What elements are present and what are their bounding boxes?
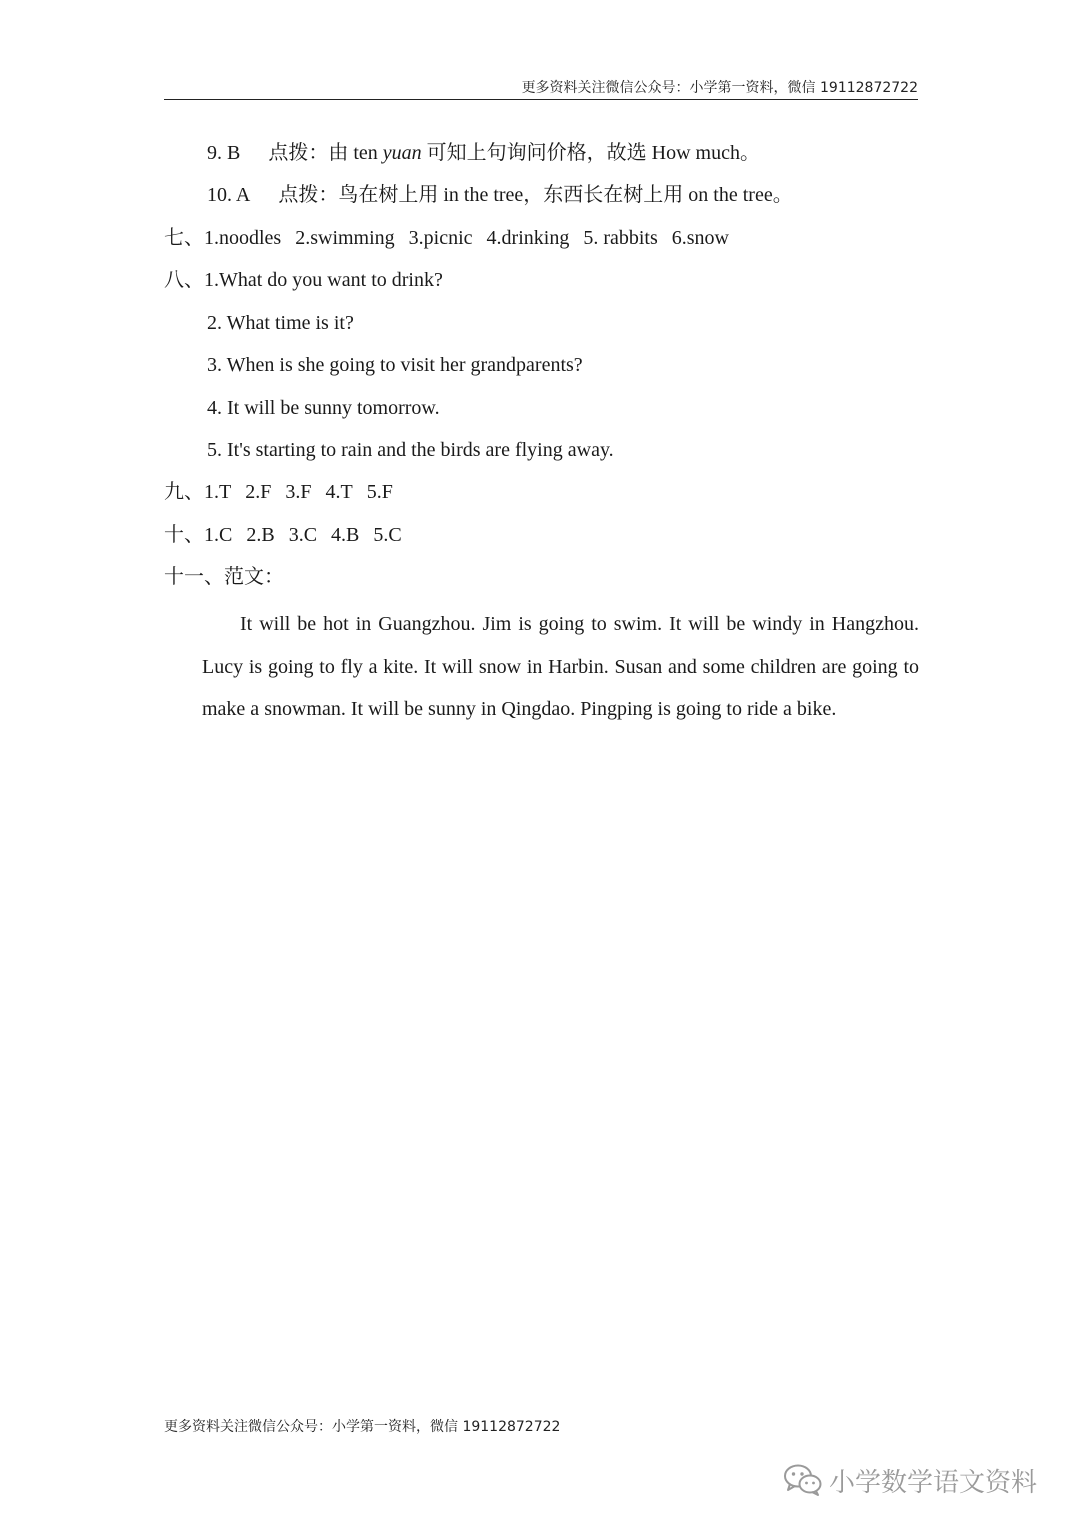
page-footer: 更多资料关注微信公众号：小学第一资料，微信 19112872722 <box>164 1419 561 1435</box>
section-10-item: 4.B <box>331 524 360 546</box>
watermark <box>783 1458 1037 1502</box>
wechat-icon <box>783 1463 823 1497</box>
page-header: 更多资料关注微信公众号：小学第一资料，微信 19112872722 <box>521 80 918 96</box>
section-9-label: 九、 <box>164 481 204 503</box>
answer-9-note-a: 点拨：由 ten <box>268 142 383 164</box>
section-7-item: 2.swimming <box>295 227 395 249</box>
section-8-item: 2. What time is it? <box>207 312 354 334</box>
section-8 <box>164 267 443 293</box>
section-7-label: 七、 <box>164 227 204 249</box>
section-10 <box>164 522 402 548</box>
section-8-item: 5. It's starting to rain and the birds are flying away. <box>207 439 614 461</box>
header-rule <box>164 99 918 100</box>
answer-10-number: 10. A <box>207 184 251 206</box>
answer-10-note: 点拨：鸟在树上用 in the tree，东西长在树上用 on the tree。 <box>278 184 793 206</box>
model-essay: It will be hot in Guangzhou. Jim is going to swim. It will be windy in Hangzhou. Lucy is going to fly a kite. It will snow in Harbin. Susan and some children are going to make a snowman. It will be sunny in Qingdao. Pingping is going to ride a bike. <box>202 613 919 720</box>
section-9-item: 2.F <box>245 481 272 503</box>
section-10-item: 2.B <box>246 524 275 546</box>
answer-10 <box>207 182 793 208</box>
watermark-text: 小学数学语文资料 <box>829 1467 1038 1498</box>
section-7-item: 5. rabbits <box>583 227 658 249</box>
section-7-item: 1.noodles <box>204 227 282 249</box>
answer-9-note-b: 可知上句询问价格，故选 How much。 <box>421 142 760 164</box>
section-9-item: 5.F <box>366 481 393 503</box>
section-8-item: 1.What do you want to drink? <box>204 269 443 291</box>
section-9-item: 1.T <box>204 481 232 503</box>
section-9-item: 3.F <box>285 481 312 503</box>
section-10-label: 十、 <box>164 524 204 546</box>
section-8-label: 八、 <box>164 269 204 291</box>
answer-9 <box>207 140 760 166</box>
answer-9-number: 9. B <box>207 142 241 164</box>
section-7-item: 3.picnic <box>408 227 473 249</box>
section-9 <box>164 479 393 505</box>
answer-9-note-italic: yuan <box>382 142 422 164</box>
section-9-item: 4.T <box>325 481 353 503</box>
section-7 <box>164 225 729 251</box>
section-10-item: 1.C <box>204 524 233 546</box>
section-8-item: 3. When is she going to visit her grandparents? <box>207 354 583 376</box>
section-11-label: 十一、范文： <box>164 566 284 588</box>
section-10-item: 5.C <box>373 524 402 546</box>
section-8-item: 4. It will be sunny tomorrow. <box>207 397 440 419</box>
section-7-item: 4.drinking <box>486 227 570 249</box>
section-7-item: 6.snow <box>671 227 729 249</box>
section-10-item: 3.C <box>288 524 318 546</box>
